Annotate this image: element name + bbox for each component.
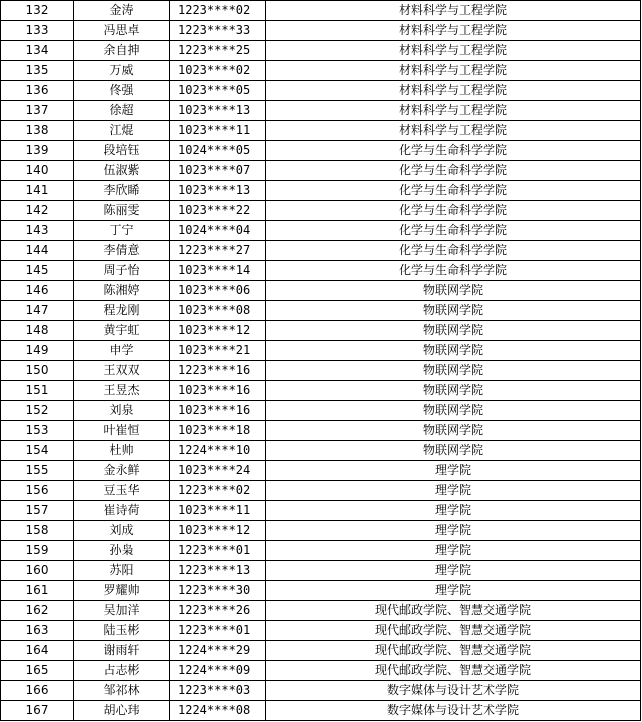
college-cell: 化学与生命科学学院 bbox=[266, 201, 641, 221]
row-number-cell: 165 bbox=[1, 661, 74, 681]
student-id-cell: 1024****05 bbox=[170, 141, 266, 161]
college-cell: 现代邮政学院、智慧交通学院 bbox=[266, 661, 641, 681]
student-id-cell: 1223****25 bbox=[170, 41, 266, 61]
row-number-cell: 142 bbox=[1, 201, 74, 221]
student-id-cell: 1223****13 bbox=[170, 561, 266, 581]
college-cell: 理学院 bbox=[266, 501, 641, 521]
row-number-cell: 151 bbox=[1, 381, 74, 401]
table-row bbox=[1, 641, 641, 661]
student-id-cell: 1224****10 bbox=[170, 441, 266, 461]
table-row bbox=[1, 521, 641, 541]
student-id-cell: 1223****26 bbox=[170, 601, 266, 621]
student-id-cell: 1023****02 bbox=[170, 61, 266, 81]
student-name-cell: 冯思卓 bbox=[74, 21, 170, 41]
student-name-cell: 黄宇虹 bbox=[74, 321, 170, 341]
student-id-cell: 1023****21 bbox=[170, 341, 266, 361]
table-row bbox=[1, 1, 641, 21]
college-cell: 物联网学院 bbox=[266, 441, 641, 461]
college-cell: 物联网学院 bbox=[266, 421, 641, 441]
row-number-cell: 139 bbox=[1, 141, 74, 161]
student-name-cell: 陈湘婷 bbox=[74, 281, 170, 301]
student-name-cell: 崔诗荷 bbox=[74, 501, 170, 521]
table-row bbox=[1, 141, 641, 161]
row-number-cell: 132 bbox=[1, 1, 74, 21]
row-number-cell: 138 bbox=[1, 121, 74, 141]
student-name-cell: 豆玉华 bbox=[74, 481, 170, 501]
college-cell: 现代邮政学院、智慧交通学院 bbox=[266, 641, 641, 661]
student-name-cell: 谢雨轩 bbox=[74, 641, 170, 661]
college-cell: 物联网学院 bbox=[266, 321, 641, 341]
student-name-cell: 段培钰 bbox=[74, 141, 170, 161]
college-cell: 理学院 bbox=[266, 561, 641, 581]
table-row bbox=[1, 221, 641, 241]
row-number-cell: 144 bbox=[1, 241, 74, 261]
row-number-cell: 161 bbox=[1, 581, 74, 601]
row-number-cell: 141 bbox=[1, 181, 74, 201]
table-row bbox=[1, 541, 641, 561]
college-cell: 理学院 bbox=[266, 461, 641, 481]
row-number-cell: 158 bbox=[1, 521, 74, 541]
student-id-cell: 1224****08 bbox=[170, 701, 266, 721]
college-cell: 化学与生命科学学院 bbox=[266, 241, 641, 261]
student-name-cell: 金涛 bbox=[74, 1, 170, 21]
student-name-cell: 李倩意 bbox=[74, 241, 170, 261]
student-id-cell: 1023****14 bbox=[170, 261, 266, 281]
college-cell: 理学院 bbox=[266, 541, 641, 561]
table-row bbox=[1, 441, 641, 461]
student-id-cell: 1023****11 bbox=[170, 501, 266, 521]
row-number-cell: 166 bbox=[1, 681, 74, 701]
table-row bbox=[1, 401, 641, 421]
student-name-cell: 申学 bbox=[74, 341, 170, 361]
college-cell: 物联网学院 bbox=[266, 301, 641, 321]
table-row bbox=[1, 121, 641, 141]
row-number-cell: 148 bbox=[1, 321, 74, 341]
table-row bbox=[1, 201, 641, 221]
student-name-cell: 占志彬 bbox=[74, 661, 170, 681]
student-name-cell: 罗耀帅 bbox=[74, 581, 170, 601]
table-row bbox=[1, 361, 641, 381]
student-id-cell: 1023****12 bbox=[170, 521, 266, 541]
student-name-cell: 程龙刚 bbox=[74, 301, 170, 321]
student-name-cell: 叶崔恒 bbox=[74, 421, 170, 441]
table-row bbox=[1, 601, 641, 621]
student-name-cell: 丁宁 bbox=[74, 221, 170, 241]
college-cell: 物联网学院 bbox=[266, 281, 641, 301]
table-row bbox=[1, 181, 641, 201]
college-cell: 物联网学院 bbox=[266, 341, 641, 361]
college-cell: 化学与生命科学学院 bbox=[266, 221, 641, 241]
student-name-cell: 陈丽雯 bbox=[74, 201, 170, 221]
student-name-cell: 徐超 bbox=[74, 101, 170, 121]
student-id-cell: 1023****11 bbox=[170, 121, 266, 141]
table-row bbox=[1, 501, 641, 521]
table-row bbox=[1, 241, 641, 261]
student-id-cell: 1023****16 bbox=[170, 401, 266, 421]
table-row bbox=[1, 381, 641, 401]
student-id-cell: 1023****07 bbox=[170, 161, 266, 181]
table-row bbox=[1, 481, 641, 501]
student-id-cell: 1023****22 bbox=[170, 201, 266, 221]
student-name-cell: 伍淑紫 bbox=[74, 161, 170, 181]
student-id-cell: 1023****24 bbox=[170, 461, 266, 481]
table-row bbox=[1, 321, 641, 341]
college-cell: 物联网学院 bbox=[266, 361, 641, 381]
student-name-cell: 王昱杰 bbox=[74, 381, 170, 401]
college-cell: 物联网学院 bbox=[266, 381, 641, 401]
table-row bbox=[1, 581, 641, 601]
table-row bbox=[1, 301, 641, 321]
row-number-cell: 162 bbox=[1, 601, 74, 621]
college-cell: 材料科学与工程学院 bbox=[266, 81, 641, 101]
student-id-cell: 1023****13 bbox=[170, 181, 266, 201]
student-name-cell: 金永鲜 bbox=[74, 461, 170, 481]
row-number-cell: 156 bbox=[1, 481, 74, 501]
row-number-cell: 135 bbox=[1, 61, 74, 81]
student-id-cell: 1223****02 bbox=[170, 1, 266, 21]
row-number-cell: 155 bbox=[1, 461, 74, 481]
row-number-cell: 136 bbox=[1, 81, 74, 101]
table-row bbox=[1, 281, 641, 301]
student-id-cell: 1223****27 bbox=[170, 241, 266, 261]
table-row bbox=[1, 341, 641, 361]
student-id-cell: 1223****03 bbox=[170, 681, 266, 701]
college-cell: 物联网学院 bbox=[266, 401, 641, 421]
college-cell: 化学与生命科学学院 bbox=[266, 161, 641, 181]
table-row bbox=[1, 661, 641, 681]
row-number-cell: 143 bbox=[1, 221, 74, 241]
student-name-cell: 陆玉彬 bbox=[74, 621, 170, 641]
table-row bbox=[1, 701, 641, 721]
student-id-cell: 1223****01 bbox=[170, 541, 266, 561]
student-name-cell: 王双双 bbox=[74, 361, 170, 381]
row-number-cell: 147 bbox=[1, 301, 74, 321]
table-row bbox=[1, 161, 641, 181]
table-row bbox=[1, 561, 641, 581]
row-number-cell: 137 bbox=[1, 101, 74, 121]
college-cell: 化学与生命科学学院 bbox=[266, 261, 641, 281]
row-number-cell: 167 bbox=[1, 701, 74, 721]
row-number-cell: 140 bbox=[1, 161, 74, 181]
table-row bbox=[1, 681, 641, 701]
student-id-cell: 1223****16 bbox=[170, 361, 266, 381]
table-row bbox=[1, 21, 641, 41]
student-name-cell: 刘泉 bbox=[74, 401, 170, 421]
college-cell: 现代邮政学院、智慧交通学院 bbox=[266, 601, 641, 621]
table-row bbox=[1, 621, 641, 641]
row-number-cell: 164 bbox=[1, 641, 74, 661]
table-row bbox=[1, 421, 641, 441]
college-cell: 理学院 bbox=[266, 581, 641, 601]
college-cell: 化学与生命科学学院 bbox=[266, 141, 641, 161]
row-number-cell: 152 bbox=[1, 401, 74, 421]
student-id-cell: 1224****29 bbox=[170, 641, 266, 661]
row-number-cell: 145 bbox=[1, 261, 74, 281]
student-id-cell: 1024****04 bbox=[170, 221, 266, 241]
student-name-cell: 胡心玮 bbox=[74, 701, 170, 721]
student-id-cell: 1023****18 bbox=[170, 421, 266, 441]
student-name-cell: 余自抻 bbox=[74, 41, 170, 61]
row-number-cell: 133 bbox=[1, 21, 74, 41]
student-id-cell: 1223****01 bbox=[170, 621, 266, 641]
student-name-cell: 邹祁林 bbox=[74, 681, 170, 701]
student-id-cell: 1023****06 bbox=[170, 281, 266, 301]
table-row bbox=[1, 261, 641, 281]
college-cell: 材料科学与工程学院 bbox=[266, 121, 641, 141]
college-cell: 理学院 bbox=[266, 521, 641, 541]
row-number-cell: 159 bbox=[1, 541, 74, 561]
table-row bbox=[1, 101, 641, 121]
student-name-cell: 孙枭 bbox=[74, 541, 170, 561]
student-name-cell: 吴加洋 bbox=[74, 601, 170, 621]
table-row bbox=[1, 41, 641, 61]
college-cell: 材料科学与工程学院 bbox=[266, 101, 641, 121]
row-number-cell: 146 bbox=[1, 281, 74, 301]
row-number-cell: 154 bbox=[1, 441, 74, 461]
college-cell: 数字媒体与设计艺术学院 bbox=[266, 701, 641, 721]
row-number-cell: 150 bbox=[1, 361, 74, 381]
college-cell: 数字媒体与设计艺术学院 bbox=[266, 681, 641, 701]
row-number-cell: 157 bbox=[1, 501, 74, 521]
row-number-cell: 153 bbox=[1, 421, 74, 441]
student-id-cell: 1023****05 bbox=[170, 81, 266, 101]
table-body bbox=[1, 1, 641, 721]
student-id-cell: 1223****02 bbox=[170, 481, 266, 501]
table-row bbox=[1, 81, 641, 101]
row-number-cell: 149 bbox=[1, 341, 74, 361]
student-id-cell: 1223****33 bbox=[170, 21, 266, 41]
student-name-cell: 万威 bbox=[74, 61, 170, 81]
student-name-cell: 佟强 bbox=[74, 81, 170, 101]
student-name-cell: 苏阳 bbox=[74, 561, 170, 581]
student-id-cell: 1023****12 bbox=[170, 321, 266, 341]
student-id-cell: 1023****16 bbox=[170, 381, 266, 401]
row-number-cell: 160 bbox=[1, 561, 74, 581]
row-number-cell: 163 bbox=[1, 621, 74, 641]
student-name-cell: 李欣睎 bbox=[74, 181, 170, 201]
student-id-cell: 1023****13 bbox=[170, 101, 266, 121]
college-cell: 理学院 bbox=[266, 481, 641, 501]
student-name-cell: 杜帅 bbox=[74, 441, 170, 461]
student-name-cell: 江焜 bbox=[74, 121, 170, 141]
table-row bbox=[1, 61, 641, 81]
college-cell: 材料科学与工程学院 bbox=[266, 61, 641, 81]
student-id-cell: 1223****30 bbox=[170, 581, 266, 601]
student-id-cell: 1023****08 bbox=[170, 301, 266, 321]
college-cell: 材料科学与工程学院 bbox=[266, 1, 641, 21]
table-row bbox=[1, 461, 641, 481]
college-cell: 材料科学与工程学院 bbox=[266, 21, 641, 41]
student-name-cell: 刘成 bbox=[74, 521, 170, 541]
row-number-cell: 134 bbox=[1, 41, 74, 61]
student-id-cell: 1224****09 bbox=[170, 661, 266, 681]
college-cell: 现代邮政学院、智慧交通学院 bbox=[266, 621, 641, 641]
student-name-cell: 周子怡 bbox=[74, 261, 170, 281]
college-cell: 化学与生命科学学院 bbox=[266, 181, 641, 201]
college-cell: 材料科学与工程学院 bbox=[266, 41, 641, 61]
